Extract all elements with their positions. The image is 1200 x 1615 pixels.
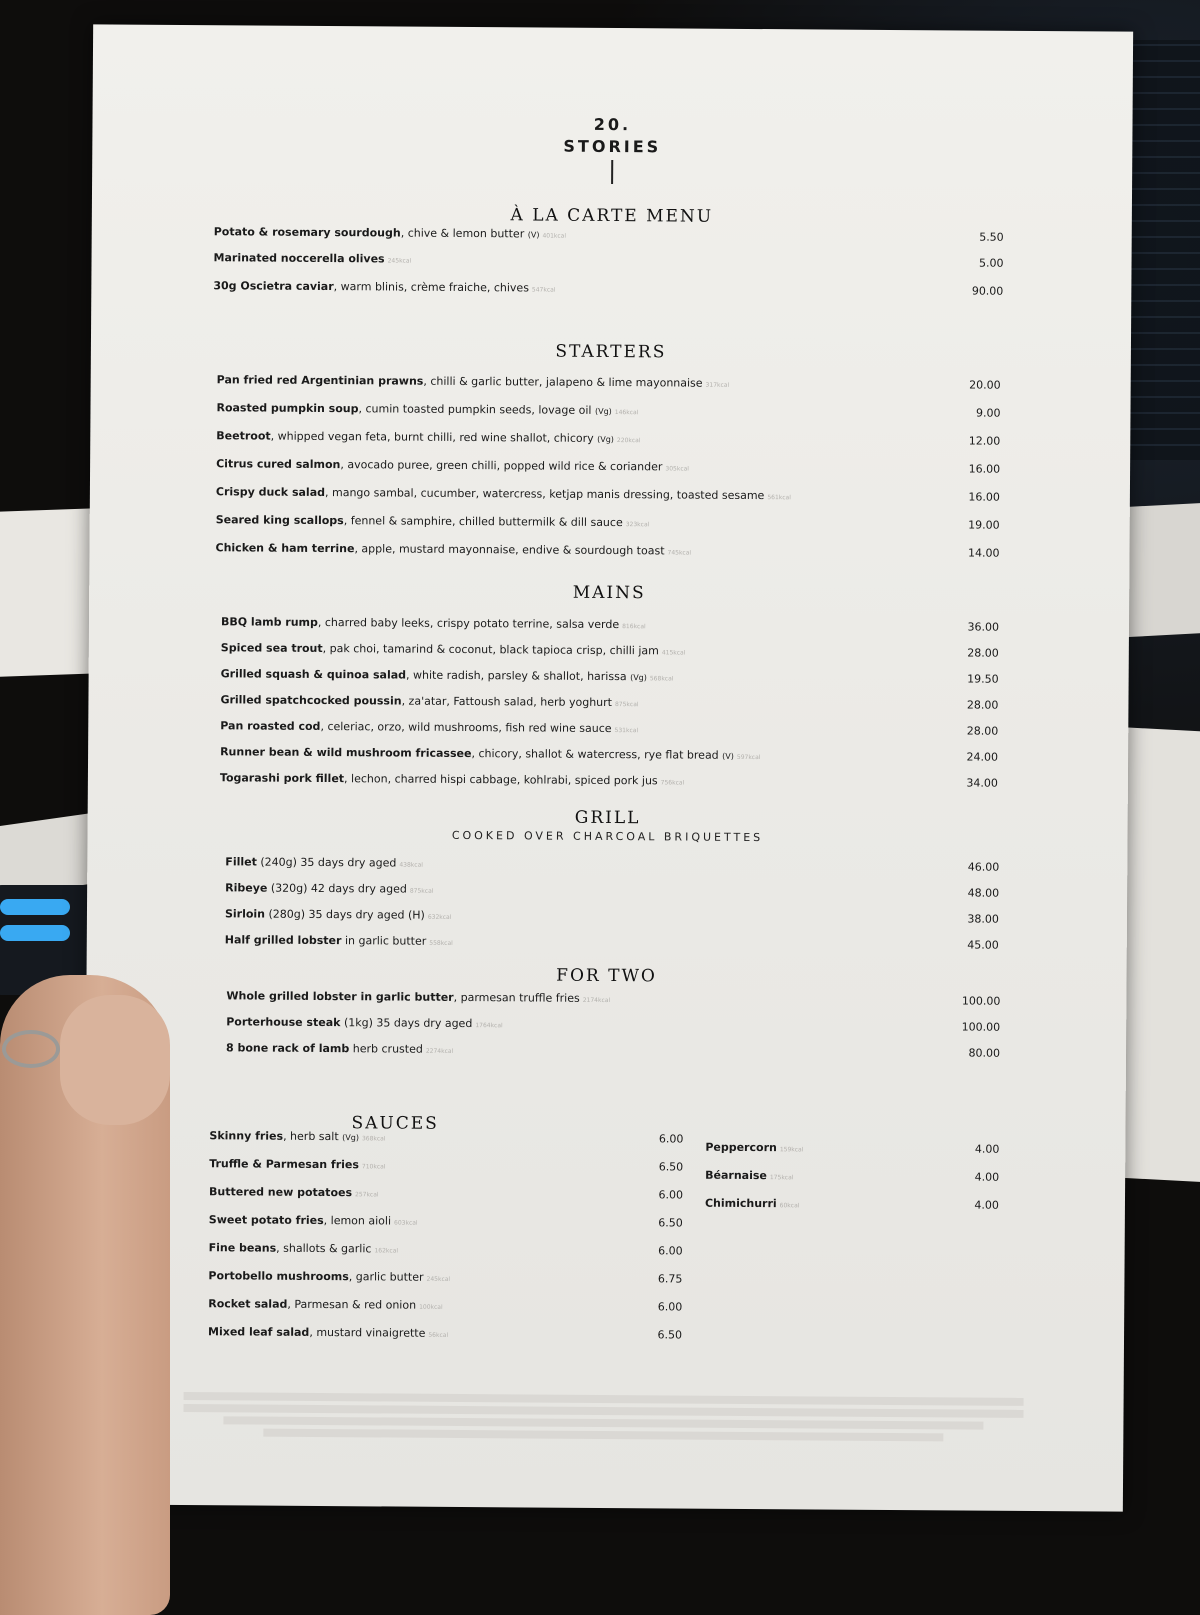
menu-item-name (705, 1197, 800, 1211)
menu-item-name (705, 1169, 793, 1183)
menu-item-name (225, 855, 423, 869)
dish-title: Buttered new potatoes (208, 1185, 353, 1200)
section-title-sauces: SAUCES (351, 1113, 439, 1134)
menu-item-name (215, 541, 691, 557)
menu-item-price: 6.50 (657, 1328, 683, 1342)
calorie-count: 401kcal (542, 232, 567, 240)
menu-item (221, 641, 999, 666)
calorie-count: 257kcal (354, 1191, 379, 1199)
calorie-count: 756kcal (660, 779, 685, 787)
menu-item-price: 90.00 (971, 284, 1004, 298)
menu-item (225, 881, 999, 906)
dish-description: , lechon, charred hispi cabbage, kohlrabi, spiced pork jus (344, 772, 658, 788)
menu-item (220, 693, 998, 718)
menu-item-price: 48.00 (967, 886, 1000, 900)
dish-description: , whipped vegan feta, burnt chilli, red wine shallot, chicory (270, 429, 598, 445)
dietary-label: (Vg) (597, 434, 614, 445)
menu-item-price: 100.00 (961, 1020, 1001, 1034)
dish-description: , garlic butter (348, 1270, 424, 1284)
dish-description: in garlic butter (341, 934, 427, 948)
logo-word: STORIES (563, 136, 662, 157)
dish-description: , pak choi, tamarind & coconut, black tapioca crisp, chilli jam (322, 642, 659, 658)
calorie-count: 146kcal (614, 409, 639, 417)
menu-item-name (221, 615, 646, 631)
menu-item-name (216, 485, 791, 502)
restaurant-logo (92, 110, 1132, 161)
menu-item-price: 4.00 (974, 1170, 1000, 1184)
menu-sheet (83, 24, 1133, 1511)
menu-item (208, 1325, 682, 1348)
menu-item-price: 5.00 (978, 256, 1004, 270)
menu-item-price: 28.00 (967, 646, 999, 660)
phone-screen-element (0, 899, 70, 915)
menu-item-name (220, 719, 638, 735)
menu-item (225, 907, 999, 932)
menu-item (209, 1213, 683, 1236)
menu-item (213, 251, 1003, 277)
menu-item (226, 1041, 1000, 1066)
dish-description: , Parmesan & red onion (287, 1297, 417, 1312)
menu-item-name (216, 401, 638, 417)
menu-item-price: 16.00 (968, 462, 1001, 476)
dish-title: Mixed leaf salad (208, 1325, 310, 1339)
menu-item-name (214, 251, 412, 265)
menu-item-name (226, 1041, 453, 1056)
thumb (60, 995, 170, 1125)
logo-number: 20. (593, 114, 632, 135)
dish-title: Roasted pumpkin soup (216, 401, 359, 416)
menu-item (705, 1197, 999, 1219)
calorie-count: 323kcal (625, 521, 650, 529)
menu-item (216, 401, 1000, 426)
dish-title: Fillet (225, 855, 257, 869)
dish-title: Chimichurri (704, 1196, 777, 1211)
menu-item-price: 6.00 (657, 1300, 683, 1314)
calorie-count: 175kcal (769, 1174, 794, 1182)
calorie-count: 2274kcal (425, 1047, 454, 1055)
calorie-count: 415kcal (661, 649, 686, 657)
footer-text-line (263, 1429, 943, 1442)
menu-item-price: 6.00 (658, 1244, 683, 1258)
menu-item-name (214, 225, 566, 240)
menu-item-price: 6.50 (658, 1160, 684, 1174)
calorie-count: 220kcal (616, 437, 641, 445)
menu-item-name (209, 1213, 418, 1227)
calorie-count: 558kcal (429, 939, 453, 947)
menu-item (215, 541, 999, 566)
menu-item-price: 34.00 (966, 776, 998, 790)
menu-item-price: 16.00 (968, 490, 1000, 504)
dish-title: 8 bone rack of lamb (225, 1041, 350, 1056)
calorie-count: 245kcal (387, 257, 412, 265)
menu-item-price: 6.75 (657, 1272, 683, 1286)
dish-title: Pan roasted cod (220, 719, 321, 733)
dietary-label: (V) (527, 230, 540, 240)
menu-item (220, 719, 998, 744)
dish-title: Marinated noccerella olives (213, 251, 385, 266)
menu-item-price: 28.00 (966, 724, 999, 738)
dish-title: Portobello mushrooms (208, 1269, 349, 1284)
menu-item-price: 14.00 (967, 546, 1000, 560)
dietary-label: (Vg) (594, 406, 612, 417)
dish-title: Grilled spatchcocked poussin (220, 693, 402, 708)
menu-item-price: 6.00 (658, 1132, 684, 1146)
calorie-count: 56kcal (428, 1331, 449, 1339)
logo-divider (611, 160, 613, 184)
menu-item-price: 12.00 (968, 434, 1001, 448)
menu-item-name (220, 771, 684, 787)
menu-item (226, 1015, 1000, 1040)
menu-item-price: 4.00 (974, 1142, 1000, 1156)
menu-item-name (208, 1325, 448, 1340)
dish-title: Ribeye (225, 881, 268, 895)
section-title-a-la-carte: À LA CARTE MENU (510, 205, 714, 227)
menu-item (213, 279, 1003, 305)
dish-description: , mango sambal, cucumber, watercress, ketjap manis dressing, toasted sesame (324, 486, 765, 503)
footer-text-line (183, 1404, 1023, 1418)
menu-item (225, 933, 999, 958)
menu-item-name (217, 373, 730, 390)
menu-item (221, 615, 999, 640)
dish-title: Grilled squash & quinoa salad (220, 667, 407, 682)
menu-item (226, 989, 1000, 1014)
menu-item-name (216, 457, 689, 473)
menu-item-price: 6.50 (658, 1216, 683, 1230)
calorie-count: 603kcal (394, 1219, 418, 1227)
dish-description: , chilli & garlic butter, jalapeno & lime mayonnaise (423, 374, 703, 390)
dish-description: , za'atar, Fattoush salad, herb yoghurt (401, 694, 613, 710)
calorie-count: 710kcal (361, 1163, 386, 1171)
dish-description: , chicory, shallot & watercress, rye flat bread (471, 747, 723, 762)
footer-text-line (223, 1416, 983, 1429)
dish-title: 30g Oscietra caviar (213, 279, 334, 294)
menu-item-price: 45.00 (967, 938, 999, 952)
menu-item-name (216, 513, 650, 529)
dish-description: (320g) 42 days dry aged (267, 881, 407, 896)
menu-item-name (208, 1269, 450, 1284)
menu-item-price: 28.00 (966, 698, 999, 712)
dish-description: , parmesan truffle fries (453, 990, 580, 1005)
dish-description: , charred baby leeks, crispy potato terrine, salsa verde (317, 615, 620, 632)
menu-item-price: 5.50 (979, 230, 1004, 244)
menu-item (225, 855, 999, 880)
calorie-count: 60kcal (779, 1202, 800, 1210)
menu-item-name (209, 1157, 385, 1171)
menu-item (216, 513, 1000, 538)
menu-item-name (220, 693, 638, 709)
dietary-label: (Vg) (342, 1133, 359, 1143)
dietary-label: (V) (722, 751, 734, 761)
dish-title: Runner bean & wild mushroom fricassee (220, 745, 472, 761)
dish-title: Potato & rosemary sourdough (213, 225, 401, 240)
menu-item (217, 373, 1001, 398)
menu-item-price: 20.00 (969, 378, 1001, 392)
menu-item-price: 19.50 (967, 672, 999, 686)
calorie-count: 317kcal (705, 381, 730, 389)
calorie-count: 875kcal (409, 887, 434, 895)
menu-item (209, 1157, 683, 1180)
menu-item (705, 1141, 999, 1163)
dish-description: , chive & lemon butter (400, 226, 528, 241)
menu-item-price: 24.00 (966, 750, 999, 764)
calorie-count: 1764kcal (475, 1022, 503, 1030)
dish-title: Crispy duck salad (215, 485, 326, 500)
dish-title: Beetroot (216, 429, 271, 443)
calorie-count: 561kcal (767, 494, 791, 502)
dish-title: Togarashi pork fillet (219, 771, 345, 786)
dish-description: , warm blinis, crème fraiche, chives (333, 280, 529, 295)
dish-title: Half grilled lobster (224, 933, 342, 948)
dish-description: , cumin toasted pumpkin seeds, lovage oil (358, 402, 596, 417)
menu-item-price: 80.00 (968, 1046, 1001, 1060)
menu-item-price: 9.00 (975, 406, 1001, 420)
menu-item (208, 1269, 682, 1292)
dish-title: Rocket salad (208, 1297, 288, 1311)
calorie-count: 547kcal (531, 286, 556, 294)
dish-title: Whole grilled lobster in garlic butter (226, 989, 454, 1004)
menu-item-price: 36.00 (967, 620, 1000, 634)
dish-title: Béarnaise (705, 1168, 767, 1183)
menu-item-price: 6.00 (658, 1188, 684, 1202)
dish-description: , mustard vinaigrette (309, 1325, 426, 1340)
calorie-count: 162kcal (374, 1247, 399, 1255)
calorie-count: 368kcal (361, 1135, 386, 1143)
dish-description: (1kg) 35 days dry aged (340, 1016, 473, 1031)
menu-item-name (213, 279, 555, 294)
calorie-count: 816kcal (622, 623, 646, 631)
dish-title: Truffle & Parmesan fries (209, 1157, 359, 1172)
menu-item-name (226, 1015, 503, 1030)
dish-title: Skinny fries (209, 1129, 284, 1143)
dish-description: , apple, mustard mayonnaise, endive & sourdough toast (354, 542, 665, 558)
dish-title: Porterhouse steak (226, 1015, 341, 1030)
menu-item-name (209, 1129, 385, 1143)
menu-item-name (226, 989, 610, 1005)
menu-item (221, 667, 999, 692)
dish-title: Chicken & ham terrine (215, 541, 355, 556)
dish-title: BBQ lamb rump (220, 615, 318, 629)
calorie-count: 745kcal (667, 549, 692, 557)
dish-title: Pan fried red Argentinian prawns (216, 373, 424, 388)
menu-item (214, 225, 1004, 251)
menu-item-name (221, 641, 686, 657)
dietary-label: (Vg) (630, 673, 647, 683)
menu-item-name (221, 667, 674, 683)
dish-title: Citrus cured salmon (216, 457, 341, 472)
dish-description: , herb salt (283, 1129, 343, 1144)
menu-item-price: 19.00 (968, 518, 1000, 532)
dish-description: , celeriac, orzo, wild mushrooms, fish red wine sauce (320, 719, 612, 736)
menu-item (208, 1297, 682, 1320)
menu-item-name (225, 907, 452, 922)
menu-item (216, 485, 1000, 510)
menu-item-price: 46.00 (967, 860, 1000, 874)
menu-item-price: 38.00 (967, 912, 999, 926)
dish-description: , shallots & garlic (276, 1241, 372, 1256)
menu-item-name (208, 1297, 443, 1312)
calorie-count: 245kcal (426, 1275, 451, 1283)
calorie-count: 438kcal (399, 861, 423, 869)
section-title-for-two: FOR TWO (556, 965, 657, 987)
menu-item-name (216, 429, 640, 445)
menu-item-name (209, 1185, 379, 1199)
calorie-count: 568kcal (649, 675, 674, 683)
menu-item (209, 1241, 683, 1264)
menu-item-name (705, 1141, 803, 1155)
dish-description: , fennel & samphire, chilled buttermilk & dill sauce (343, 514, 623, 530)
dish-description: , lemon aioli (323, 1214, 392, 1228)
section-subtitle-grill: COOKED OVER CHARCOAL BRIQUETTES (451, 828, 764, 845)
dish-description: , avocado puree, green chilli, popped wild rice & coriander (340, 458, 663, 474)
ring (2, 1030, 60, 1068)
calorie-count: 2174kcal (582, 996, 611, 1005)
section-title-starters: STARTERS (555, 341, 667, 363)
phone-screen-element (0, 925, 70, 941)
dish-title: Fine beans (208, 1241, 277, 1255)
menu-item (705, 1169, 999, 1191)
section-title-mains: MAINS (572, 582, 646, 604)
dish-description: herb crusted (349, 1042, 423, 1056)
calorie-count: 100kcal (419, 1303, 443, 1311)
calorie-count: 875kcal (614, 701, 639, 709)
calorie-count: 531kcal (614, 727, 639, 735)
menu-item-name (220, 745, 760, 762)
dish-description: , white radish, parsley & shallot, harissa (405, 668, 631, 684)
menu-item (220, 745, 998, 770)
calorie-count: 632kcal (427, 913, 452, 921)
menu-item-name (225, 881, 433, 895)
dish-title: Sweet potato fries (208, 1213, 324, 1228)
dish-title: Sirloin (224, 907, 266, 921)
menu-item-price: 100.00 (961, 994, 1001, 1008)
menu-item-name (209, 1241, 399, 1255)
section-title-grill: GRILL (574, 807, 641, 829)
menu-item (216, 457, 1000, 482)
menu-item (220, 771, 998, 796)
menu-item (209, 1185, 683, 1208)
dish-title: Peppercorn (705, 1140, 777, 1155)
menu-item (209, 1129, 683, 1152)
calorie-count: 305kcal (665, 465, 690, 473)
dish-description: (240g) 35 days dry aged (256, 855, 397, 870)
dish-title: Seared king scallops (215, 513, 344, 528)
calorie-count: 159kcal (779, 1146, 804, 1154)
footer-text-line (184, 1392, 1024, 1406)
dish-description: (280g) 35 days dry aged (H) (264, 907, 425, 922)
calorie-count: 597kcal (736, 753, 761, 762)
menu-item (216, 429, 1000, 454)
menu-item-name (225, 933, 453, 948)
menu-item-price: 4.00 (974, 1198, 1000, 1212)
allergen-footer (183, 1388, 1023, 1446)
dish-title: Spiced sea trout (220, 641, 323, 656)
